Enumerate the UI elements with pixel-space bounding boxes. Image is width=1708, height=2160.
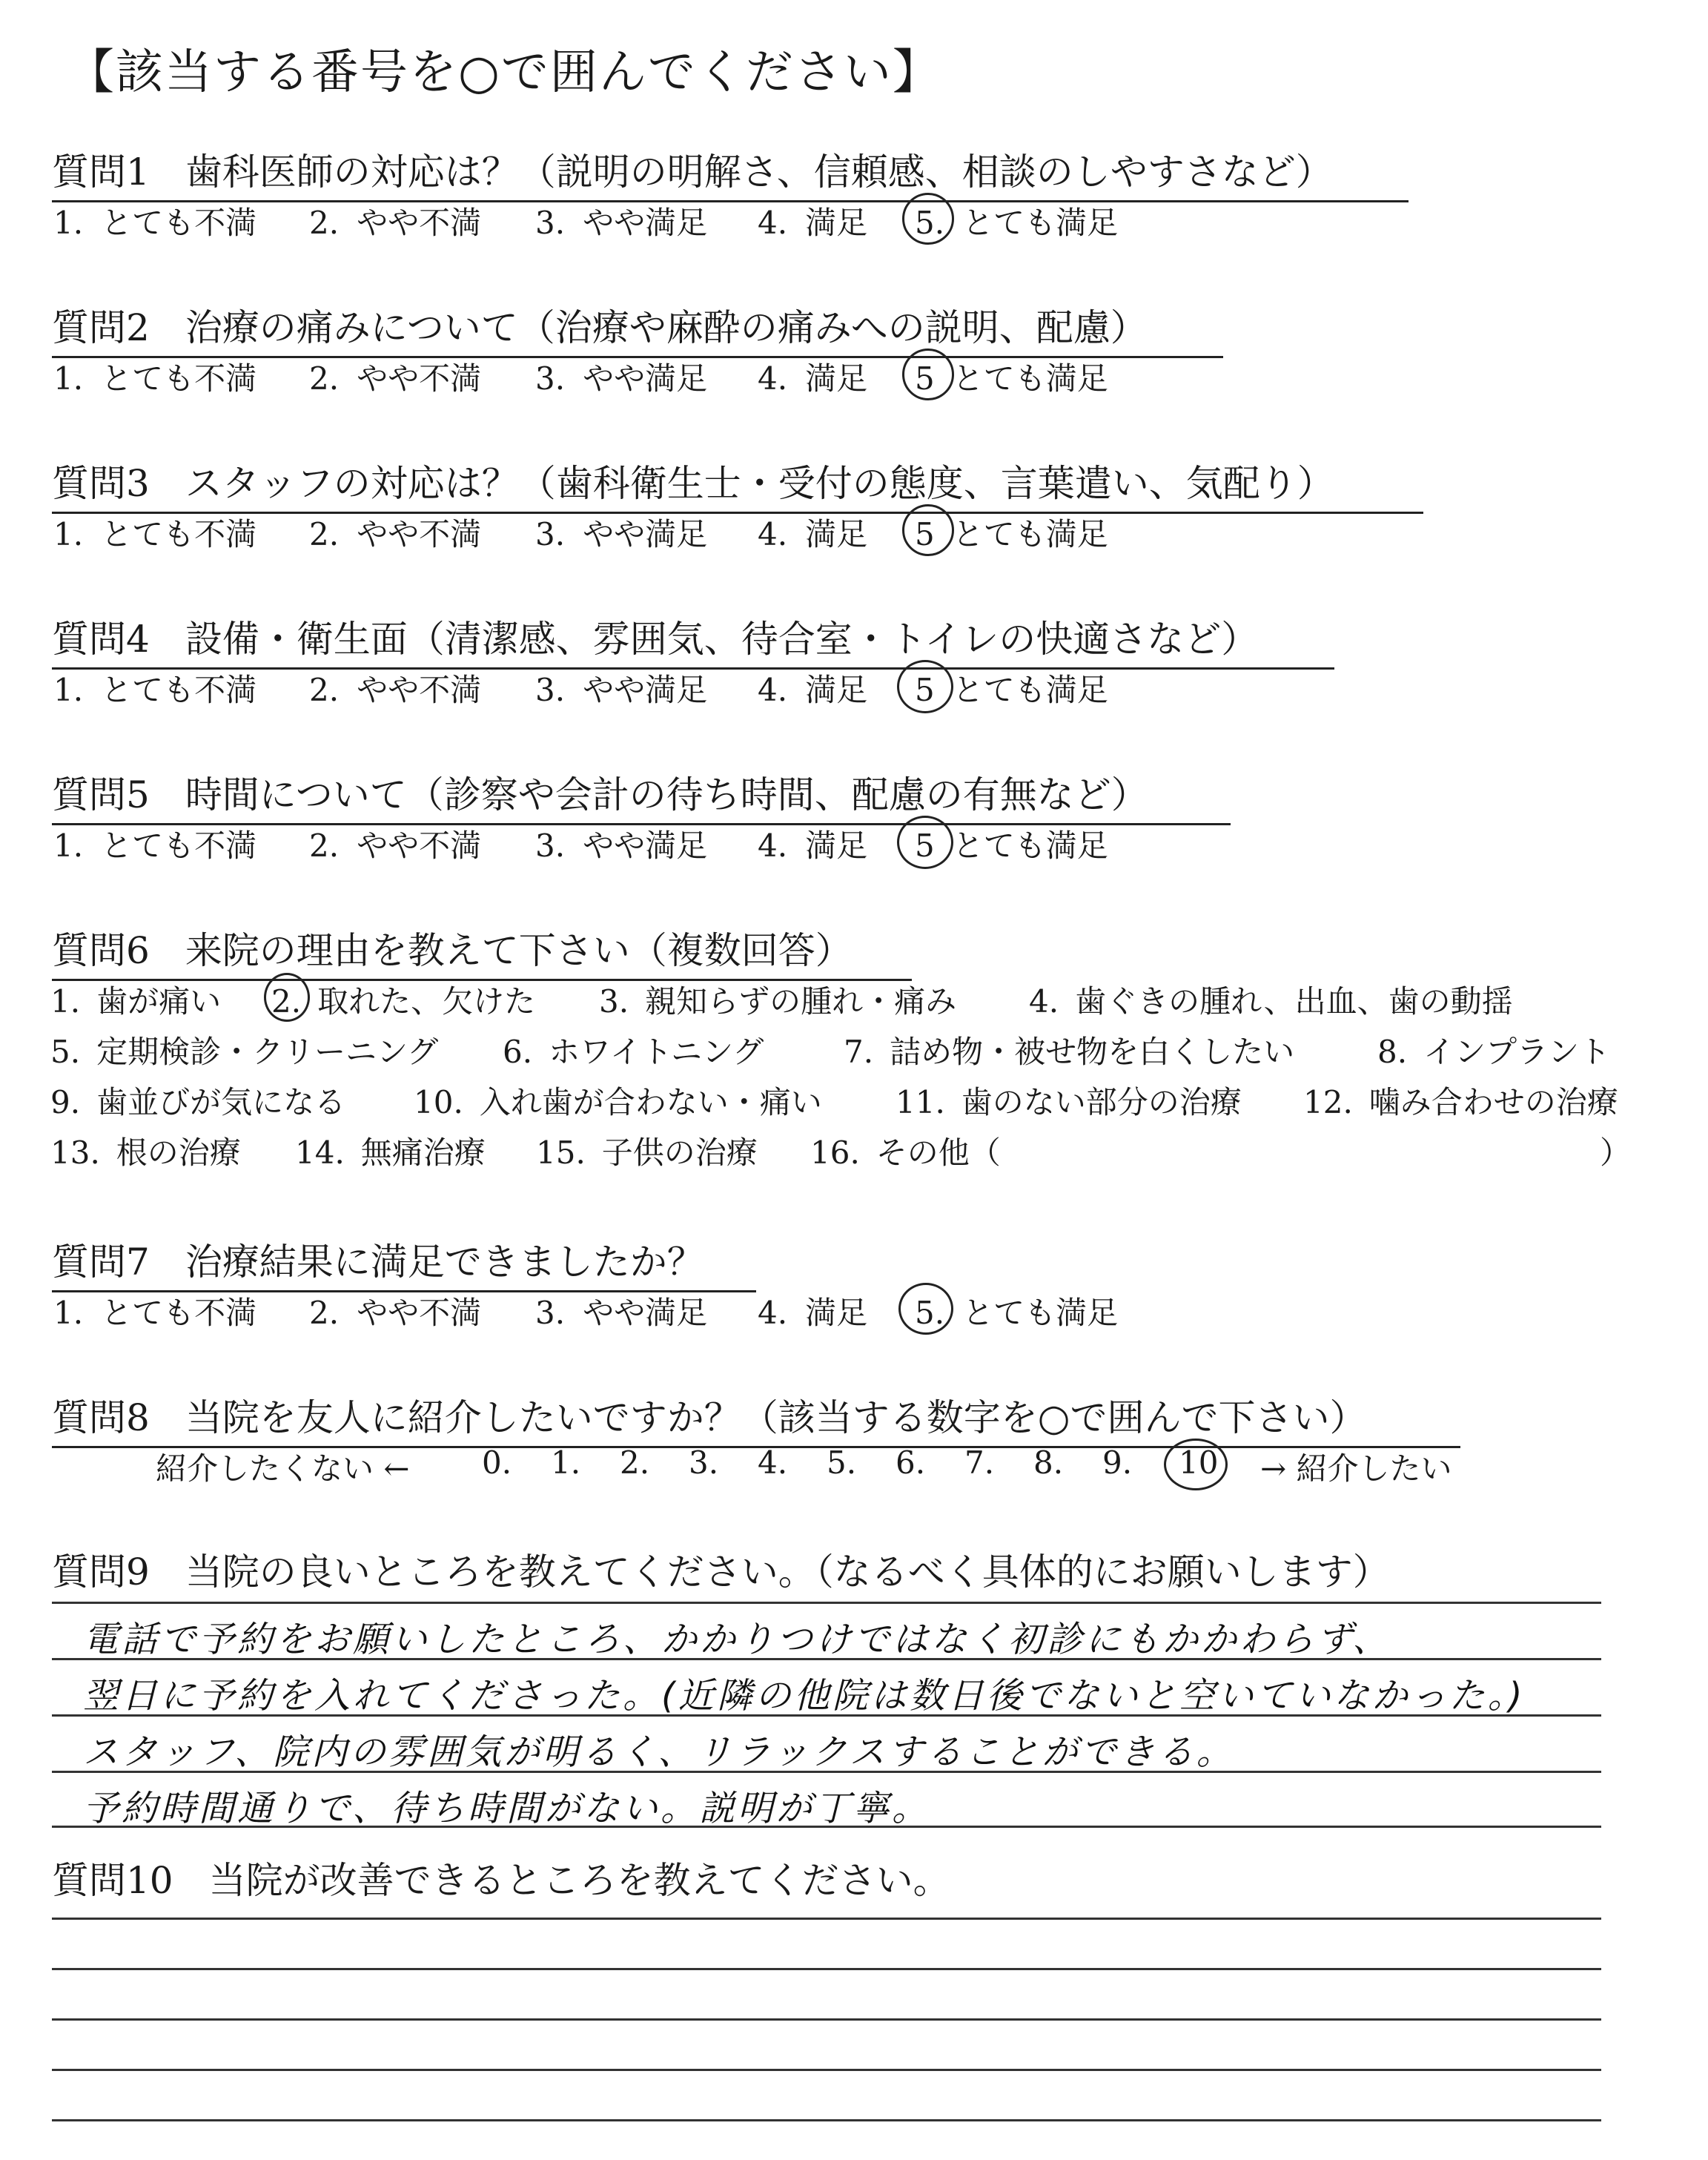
option-3[interactable]: 3. やや満足 — [535, 1295, 708, 1331]
scale-option[interactable]: 10 — [1179, 1444, 1219, 1481]
option-1[interactable]: 1. とても不満 — [53, 1295, 257, 1331]
option-5[interactable]: 5 とても満足 — [915, 516, 1108, 552]
other-close-paren: ） — [1600, 1135, 1632, 1171]
option-4[interactable]: 4. 満足 — [758, 205, 868, 241]
option-5[interactable]: 5 とても満足 — [915, 828, 1108, 864]
reason-option[interactable]: 15. 子供の治療 — [536, 1135, 758, 1171]
selected-answer-circle — [897, 816, 953, 869]
option-5[interactable]: 5. とても満足 — [915, 205, 1119, 241]
scale-option[interactable]: 6. — [896, 1444, 926, 1481]
question-number: 質問3 — [52, 462, 150, 505]
question-number: 質問9 — [52, 1550, 150, 1593]
scale-left-label: 紹介したくない ← — [156, 1450, 410, 1487]
reason-option[interactable]: 9. 歯並びが気になる — [50, 1084, 346, 1120]
scale-right-label: → 紹介したい — [1260, 1450, 1452, 1487]
reason-option[interactable]: 11. 歯のない部分の治療 — [896, 1084, 1242, 1120]
answer-line[interactable] — [52, 1968, 1601, 1970]
option-5[interactable]: 5 とても満足 — [915, 360, 1108, 397]
reason-option[interactable]: 10. 入れ歯が合わない・痛い — [414, 1084, 822, 1120]
question-text: 当院の良いところを教えてください。（なるべく具体的にお願いします） — [185, 1550, 1390, 1593]
question-3-title — [52, 454, 1423, 514]
scale-option[interactable]: 5. — [827, 1444, 857, 1481]
option-3[interactable]: 3. やや満足 — [535, 205, 708, 241]
option-5[interactable]: 5. とても満足 — [915, 1295, 1119, 1331]
scale-option[interactable]: 0. — [482, 1444, 512, 1481]
question-number: 質問10 — [52, 1859, 173, 1902]
option-1[interactable]: 1. とても不満 — [53, 828, 257, 864]
reason-option[interactable]: 5. 定期検診・クリーニング — [50, 1034, 439, 1070]
option-2[interactable]: 2. やや不満 — [309, 828, 482, 864]
option-5[interactable]: 5 とても満足 — [915, 672, 1108, 708]
answer-line[interactable] — [52, 2069, 1601, 2071]
selected-answer-circle — [898, 1283, 953, 1335]
reason-option-other[interactable]: 16. その他（ — [810, 1135, 1001, 1171]
answer-line — [52, 1714, 1601, 1717]
answer-line[interactable] — [52, 2119, 1601, 2121]
question-number: 質問7 — [52, 1241, 150, 1284]
option-1[interactable]: 1. とても不満 — [53, 516, 257, 552]
answer-line — [52, 1602, 1601, 1604]
option-2[interactable]: 2. やや不満 — [309, 1295, 482, 1331]
option-3[interactable]: 3. やや満足 — [535, 828, 708, 864]
reason-option[interactable]: 2. 取れた、欠けた — [271, 983, 536, 1020]
option-4[interactable]: 4. 満足 — [758, 672, 868, 708]
answer-line — [52, 1658, 1601, 1660]
option-2[interactable]: 2. やや不満 — [309, 516, 482, 552]
option-1[interactable]: 1. とても不満 — [53, 205, 257, 241]
question-text: 来院の理由を教えて下さい（複数回答） — [185, 929, 853, 972]
scale-option[interactable]: 9. — [1102, 1444, 1133, 1481]
page-heading: 【該当する番号を○で囲んでください】 — [67, 45, 941, 100]
answer-line — [52, 1826, 1601, 1828]
option-4[interactable]: 4. 満足 — [758, 828, 868, 864]
question-5-title — [52, 765, 1231, 825]
selected-answer-circle — [897, 660, 953, 713]
handwritten-answer-line[interactable]: 予約時間通りで、待ち時間がない。説明が丁寧。 — [83, 1788, 931, 1829]
scale-option[interactable]: 2. — [620, 1444, 650, 1481]
option-4[interactable]: 4. 満足 — [758, 1295, 868, 1331]
option-4[interactable]: 4. 満足 — [758, 516, 868, 552]
scale-option[interactable]: 8. — [1033, 1444, 1064, 1481]
question-number: 質問6 — [52, 929, 150, 972]
scale-option[interactable]: 1. — [551, 1444, 581, 1481]
question-number: 質問5 — [52, 773, 150, 816]
option-1[interactable]: 1. とても不満 — [53, 672, 257, 708]
question-4-title — [52, 610, 1334, 670]
question-text: 歯科医師の対応は？（説明の明解さ、信頼感、相談のしやすさなど） — [185, 151, 1333, 194]
question-8-title — [52, 1388, 1460, 1448]
question-text: 治療結果に満足できましたか？ — [185, 1241, 704, 1284]
handwritten-answer-line[interactable]: 電話で予約をお願いしたところ、かかりつけではなく初診にもかかわらず、 — [83, 1619, 1391, 1660]
reason-option[interactable]: 14. 無痛治療 — [295, 1135, 486, 1171]
option-4[interactable]: 4. 満足 — [758, 360, 868, 397]
selected-answer-circle — [264, 973, 310, 1022]
question-text: 設備・衛生面（清潔感、雰囲気、待合室・トイレの快適さなど） — [185, 618, 1259, 661]
scale-option[interactable]: 4. — [758, 1444, 788, 1481]
reason-option[interactable]: 3. 親知らずの腫れ・痛み — [599, 983, 957, 1020]
option-2[interactable]: 2. やや不満 — [309, 205, 482, 241]
question-number: 質問2 — [52, 306, 150, 349]
question-text: 時間について（診察や会計の待ち時間、配慮の有無など） — [185, 773, 1148, 816]
question-9-title — [52, 1542, 1390, 1600]
question-text: 治療の痛みについて（治療や麻酔の痛みへの説明、配慮） — [185, 306, 1148, 349]
reason-option[interactable]: 12. 噛み合わせの治療 — [1303, 1084, 1618, 1120]
selected-answer-circle — [902, 504, 954, 556]
handwritten-answer-line[interactable]: スタッフ、院内の雰囲気が明るく、リラックスすることができる。 — [83, 1731, 1235, 1773]
option-2[interactable]: 2. やや不満 — [309, 360, 482, 397]
selected-answer-circle — [902, 193, 954, 245]
reason-option[interactable]: 1. 歯が痛い — [50, 983, 222, 1020]
option-3[interactable]: 3. やや満足 — [535, 672, 708, 708]
question-text: 当院を友人に紹介したいですか？（該当する数字を○で囲んで下さい） — [185, 1396, 1367, 1439]
handwritten-answer-line[interactable]: 翌日に予約を入れてくださった。(近隣の他院は数日後でないと空いていなかった。) — [83, 1675, 1526, 1717]
reason-option[interactable]: 13. 根の治療 — [50, 1135, 241, 1171]
selected-answer-circle — [1164, 1439, 1228, 1490]
answer-line[interactable] — [52, 2018, 1601, 2021]
reason-option[interactable]: 8. インプラント — [1377, 1034, 1611, 1070]
question-number: 質問1 — [52, 151, 150, 194]
reason-option[interactable]: 6. ホワイトニング — [503, 1034, 764, 1070]
selected-answer-circle — [902, 349, 954, 400]
question-6-title — [52, 921, 912, 981]
question-number: 質問8 — [52, 1396, 150, 1439]
option-1[interactable]: 1. とても不満 — [53, 360, 257, 397]
question-number: 質問4 — [52, 618, 150, 661]
scale-option[interactable]: 7. — [964, 1444, 995, 1481]
scale-option[interactable]: 3. — [689, 1444, 719, 1481]
question-10-title — [52, 1851, 950, 1909]
question-text: スタッフの対応は？（歯科衛生士・受付の態度、言葉遣い、気配り） — [185, 462, 1334, 505]
option-3[interactable]: 3. やや満足 — [535, 360, 708, 397]
answer-line[interactable] — [52, 1918, 1601, 1920]
answer-line — [52, 1771, 1601, 1773]
reason-option[interactable]: 4. 歯ぐきの腫れ、出血、歯の動揺 — [1029, 983, 1513, 1020]
reason-option[interactable]: 7. 詰め物・被せ物を白くしたい — [844, 1034, 1295, 1070]
option-3[interactable]: 3. やや満足 — [535, 516, 708, 552]
question-7-title — [52, 1232, 756, 1292]
question-2-title — [52, 298, 1223, 358]
option-2[interactable]: 2. やや不満 — [309, 672, 482, 708]
question-text: 当院が改善できるところを教えてください。 — [208, 1859, 950, 1902]
question-1-title — [52, 142, 1409, 202]
